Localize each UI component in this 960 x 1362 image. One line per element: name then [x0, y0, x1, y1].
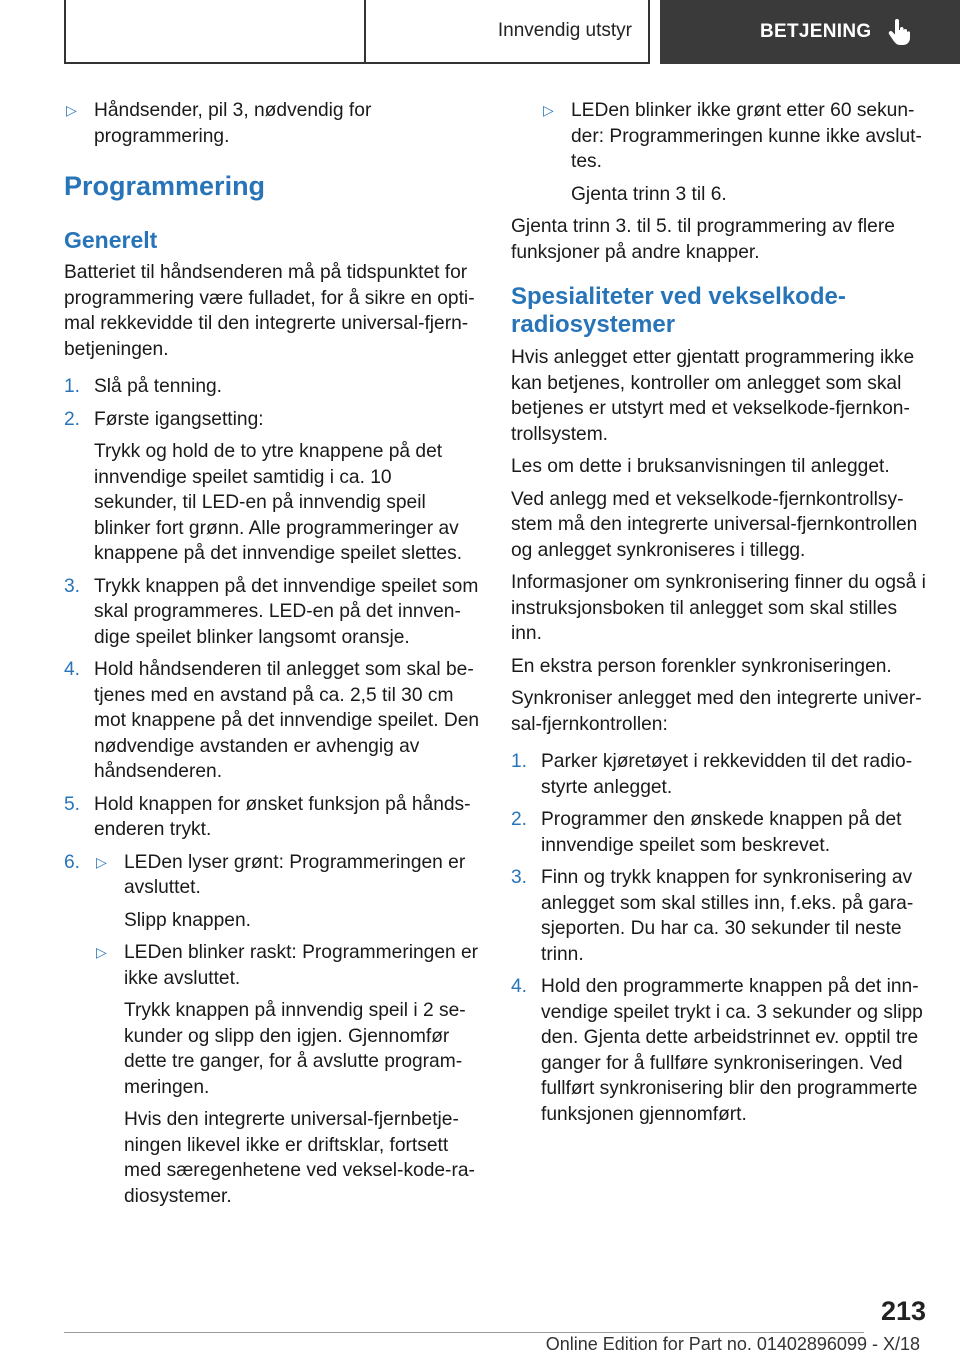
header-section-tab[interactable] [364, 0, 650, 64]
step-detail: Trykk og hold de to ytre knappene på det innvendige speilet samtidig i ca. 10 sekunder, til LED-en på innvendig speil blinker fort grønn. Alle programmeringer av knappene på det innvendige speilet slettes. [94, 441, 463, 564]
step-item [64, 407, 480, 567]
step-number: 4. [511, 976, 528, 997]
arrow-item-detail: Trykk knappen på innvendig speil i 2 sekunder og slipp den igjen. Gjennomfør dette tre ganger, for å avslutte programmeringen. [124, 1000, 466, 1098]
paragraph: Hvis anlegget etter gjentatt programmering ikke kan betjenes, kontroller om anlegget som skal betjenes er utstyrt med et vekselkode-fjernkontrollsystem. [511, 347, 915, 445]
arrow-list-item [94, 850, 480, 934]
step-number: 2. [64, 408, 81, 430]
step-item [511, 865, 927, 967]
arrow-icon: ▷ [66, 102, 77, 118]
arrow-icon: ▷ [543, 102, 554, 118]
arrow-list-item [541, 98, 927, 207]
step-text: Parker kjøretøyet i rekkevidden til det radiostyrte anlegget. [541, 751, 913, 798]
step-text: Første igangsetting: [94, 408, 264, 430]
step-text: Hold håndsenderen til anlegget som skal betjenes med en avstand på ca. 2,5 til 30 cm mot knappene på det innvendige speilet. Den nødvendige avstanden er avhengig av håndsenderen. [94, 659, 480, 782]
header-chapter-tab[interactable] [660, 0, 960, 64]
paragraph: En ekstra person forenkler synkroniseringen. [511, 655, 892, 677]
header-blank-tab [64, 0, 364, 64]
step-number: 1. [511, 751, 528, 772]
pointing-hand-icon [887, 19, 911, 45]
step-number: 6. [64, 851, 81, 873]
arrow-icon: ▷ [96, 944, 107, 960]
step-text: Trykk knappen på det innvendige speilet som skal programmeres. LED-en på det innvendige speilet blinker langsomt oransje. [94, 575, 479, 648]
step-number: 2. [511, 809, 528, 830]
step-number: 3. [64, 575, 81, 597]
arrow-item-detail: Gjenta trinn 3 til 6. [571, 183, 727, 205]
chapter-title: BETJENING [760, 21, 872, 42]
arrow-item-text: Håndsender, pil 3, nødvendig for programmering. [94, 100, 372, 147]
step-number: 5. [64, 793, 81, 815]
paragraph: Informasjoner om synkronisering finner du også i instruksjonsboken til anlegget som skal stilles inn. [511, 572, 926, 644]
step-item [511, 974, 927, 1127]
subsection-heading: Generelt [64, 227, 158, 253]
step-text: Finn og trykk knappen for synkronisering av anlegget som skal stilles inn, f.eks. på garasjeporten. Du har ca. 30 sekunder til neste trinn. [541, 867, 914, 965]
arrow-list-item [64, 98, 480, 149]
paragraph: Synkroniser anlegget med den integrerte universal-fjernkontrollen: [511, 688, 922, 735]
right-column [511, 98, 927, 1134]
step-item [64, 792, 480, 843]
section-heading: Programmering [64, 171, 266, 201]
section-title: Innvendig utstyr [497, 20, 632, 41]
arrow-item-detail: Slipp knappen. [124, 909, 251, 931]
paragraph: Ved anlegg med et vekselkode-fjernkontrollsystem må den integrerte universal-fjernkontrollen og anlegget synkroniseres i tillegg. [511, 488, 918, 561]
paragraph: Batteriet til håndsenderen må på tidspunktet for programmering være fulladet, for å sikre en optimal rekkevidde til den integrerte universal-fjernbetjeningen. [64, 262, 475, 360]
step-item [511, 807, 927, 858]
arrow-item-text: LEDen lyser grønt: Programmeringen er avsluttet. [124, 851, 466, 898]
arrow-item-text: LEDen blinker raskt: Programmeringen er ikke avsluttet. [124, 942, 479, 989]
step-item [511, 749, 927, 800]
step-text: Programmer den ønskede knappen på det innvendige speilet som beskrevet. [541, 809, 902, 856]
step-text: Hold knappen for ønsket funksjon på håndsenderen trykt. [94, 793, 471, 840]
step-number: 3. [511, 867, 528, 888]
arrow-icon: ▷ [96, 853, 107, 870]
step-item [64, 574, 480, 651]
step-number: 1. [64, 376, 81, 397]
left-column [64, 98, 480, 1223]
page-number: 213 [880, 1296, 926, 1326]
edition-footer: Online Edition for Part no. 01402896099 - X/18 [545, 1334, 920, 1354]
step-item [64, 850, 480, 1217]
paragraph: Gjenta trinn 3. til 5. til programmering av flere funksjoner på andre knapper. [511, 216, 895, 263]
arrow-item-detail: Hvis den integrerte universal-fjernbetjeningen likevel ikke er driftsklar, fortsett med særegenhetene ved veksel-kode-radiosystemer. [124, 1109, 475, 1207]
arrow-item-text: LEDen blinker ikke grønt etter 60 sekunder: Programmeringen kunne ikke avsluttes. [571, 100, 922, 172]
arrow-list-item [94, 940, 480, 1209]
step-number: 4. [64, 659, 81, 680]
subsection-heading: Spesialiteter ved vekselkode-radiosystemer [511, 283, 846, 338]
step-item [64, 657, 480, 785]
step-text: Hold den programmerte knappen på det innvendige speilet trykt i ca. 3 sekunder og slipp den. Gjenta dette arbeidstrinnet ev. opptil tre ganger for å fullføre synkroniseringen. Ved fullført synkronisering blir den programmerte funksjonen gjennomført. [541, 976, 923, 1125]
footer-divider [64, 1332, 864, 1333]
step-item [64, 374, 480, 400]
page-header [0, 0, 960, 66]
paragraph: Les om dette i bruksanvisningen til anlegget. [511, 456, 890, 477]
step-text: Slå på tenning. [94, 376, 223, 397]
